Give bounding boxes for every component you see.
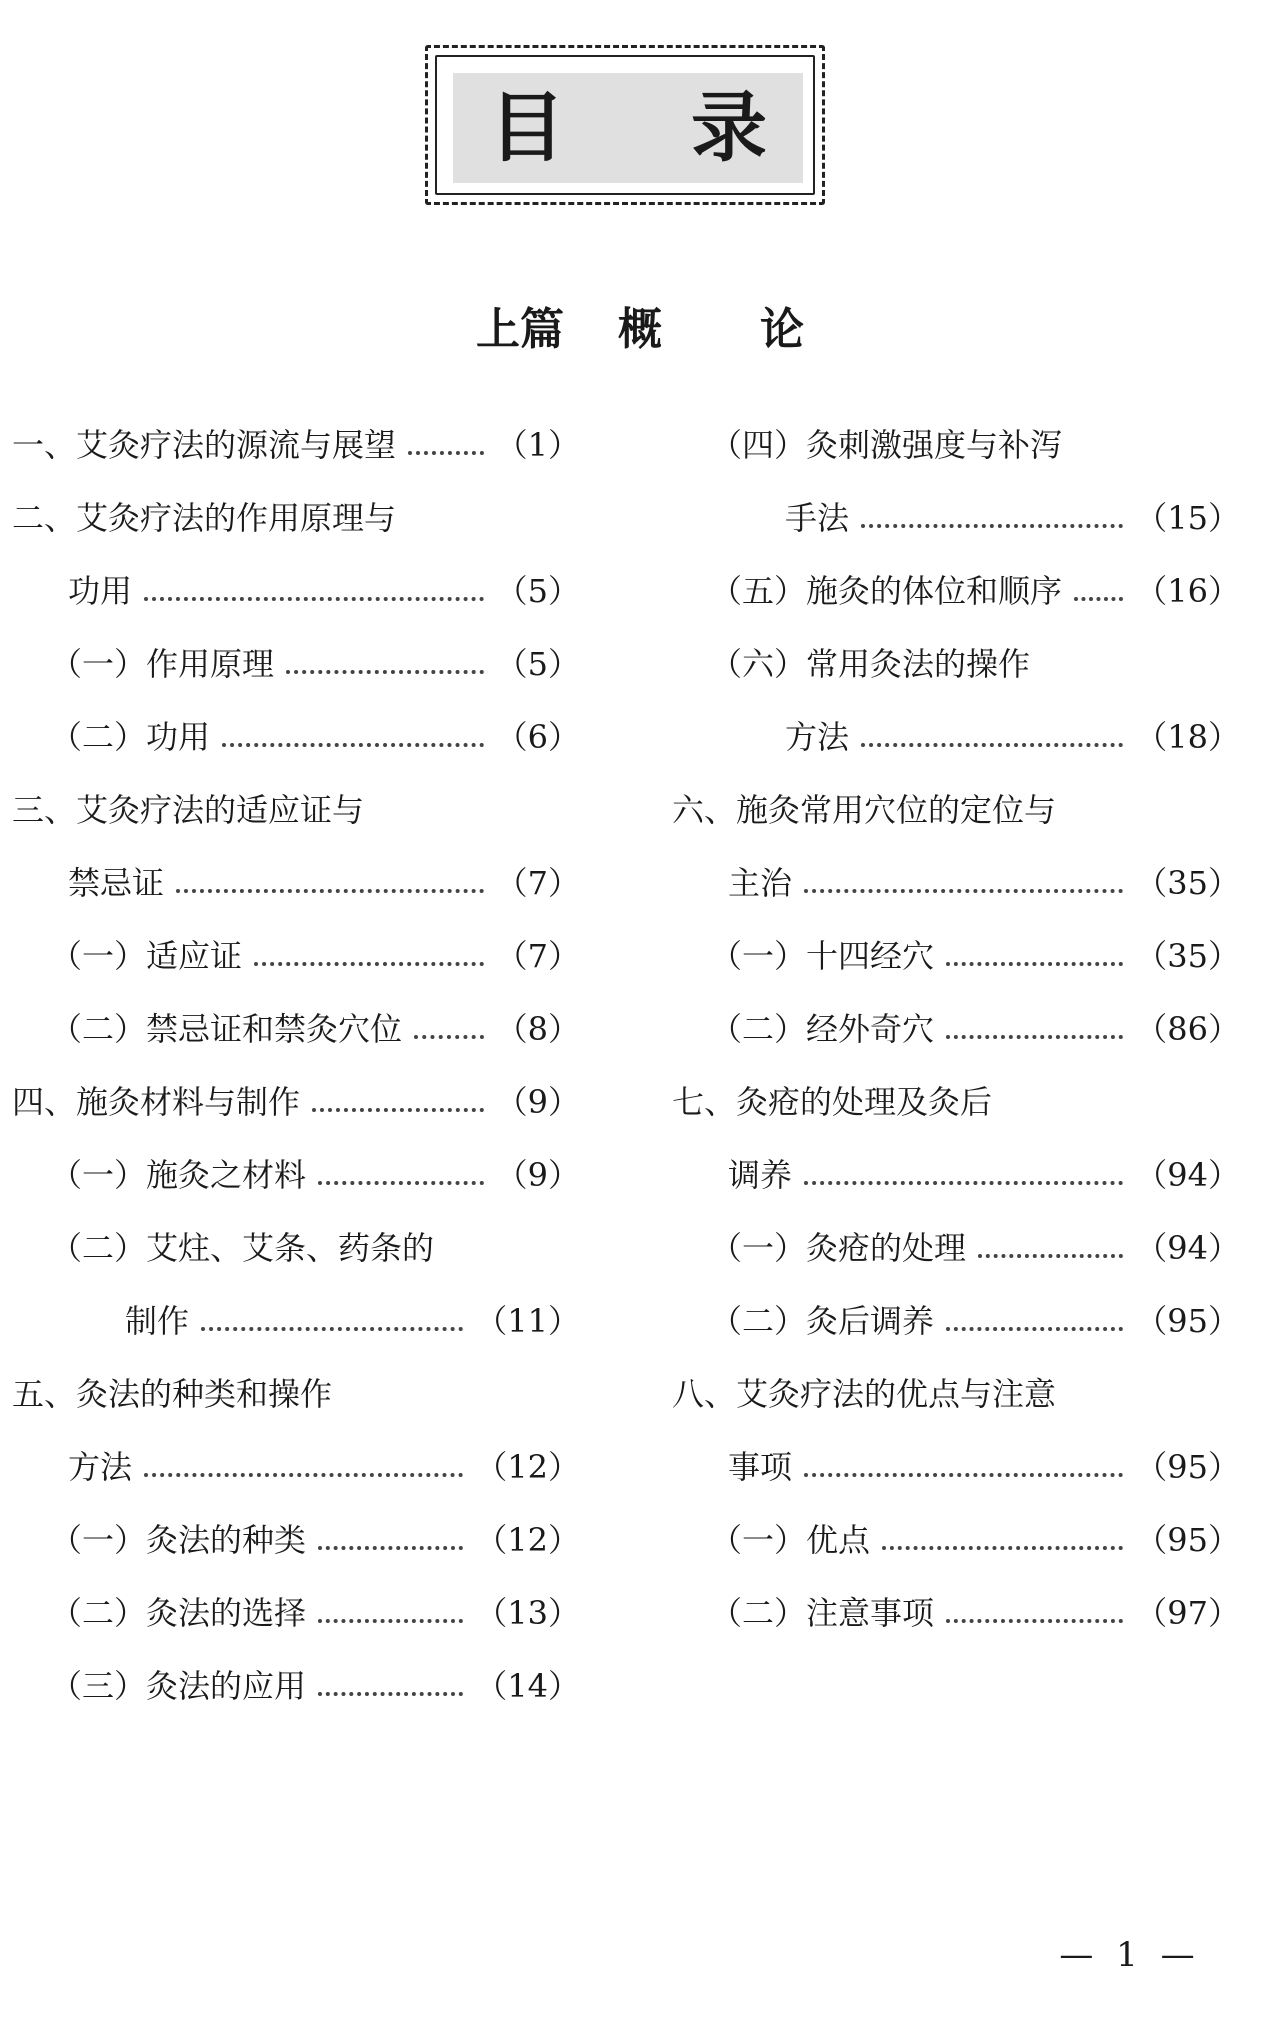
- title-frame: [425, 45, 825, 205]
- leader-dots: [312, 1108, 484, 1112]
- toc-entry-page: （12）: [475, 1448, 580, 1486]
- toc-entry-page: （35）: [1135, 864, 1240, 902]
- toc-entry-label: （二）功用: [50, 718, 211, 756]
- toc-entry-label: 禁忌证: [68, 864, 165, 902]
- toc-entry-page: （7）: [495, 937, 580, 975]
- leader-dots: [1074, 597, 1123, 601]
- toc-entry-page: （9）: [495, 1083, 580, 1121]
- leader-dots: [978, 1254, 1123, 1258]
- toc-entry-label: 六、施灸常用穴位的定位与: [672, 791, 1057, 829]
- toc-entry-label: （一）十四经穴: [710, 937, 935, 975]
- toc-entry-label: 事项: [728, 1448, 793, 1486]
- title-char-2: 录: [691, 83, 767, 172]
- leader-dots: [144, 1473, 463, 1477]
- section-title-char-1: 概: [618, 304, 662, 355]
- toc-entry-page: （16）: [1135, 572, 1240, 610]
- toc-entry-label: （四）灸刺激强度与补泻: [710, 426, 1063, 464]
- toc-entry[interactable]: [710, 566, 1240, 616]
- leader-dots: [946, 1619, 1123, 1623]
- toc-entry[interactable]: [785, 712, 1240, 762]
- toc-entry-page: （95）: [1135, 1448, 1240, 1486]
- toc-entry[interactable]: [50, 1223, 580, 1273]
- leader-dots: [318, 1181, 484, 1185]
- toc-entry-label: （一）作用原理: [50, 645, 275, 683]
- toc-entry[interactable]: [710, 1223, 1240, 1273]
- toc-entry-page: （95）: [1135, 1521, 1240, 1559]
- toc-entry-page: （94）: [1135, 1156, 1240, 1194]
- toc-entry-label: 调养: [728, 1156, 793, 1194]
- toc-entry-label: 方法: [68, 1448, 133, 1486]
- leader-dots: [861, 743, 1123, 747]
- title-box: [453, 73, 803, 183]
- toc-entry[interactable]: [68, 858, 580, 908]
- toc-entry-label: （二）禁忌证和禁灸穴位: [50, 1010, 403, 1048]
- toc-entry-page: （13）: [475, 1594, 580, 1632]
- toc-entry[interactable]: [672, 1369, 1240, 1419]
- leader-dots: [414, 1035, 484, 1039]
- toc-entry[interactable]: [672, 785, 1240, 835]
- toc-entry-page: （14）: [475, 1667, 580, 1705]
- leader-dots: [222, 743, 484, 747]
- leader-dots: [861, 524, 1123, 528]
- page-number: — 1 —: [1059, 1935, 1201, 1975]
- toc-entry-page: （11）: [475, 1302, 580, 1340]
- toc-entry[interactable]: [710, 1004, 1240, 1054]
- toc-entry-label: （一）施灸之材料: [50, 1156, 307, 1194]
- toc-entry[interactable]: [12, 1369, 580, 1419]
- leader-dots: [318, 1619, 463, 1623]
- toc-entry[interactable]: [12, 1077, 580, 1127]
- toc-entry-page: （5）: [495, 645, 580, 683]
- section-part-label: 上篇: [476, 304, 564, 355]
- toc-entry-label: 方法: [785, 718, 850, 756]
- toc-entry-label: （六）常用灸法的操作: [710, 645, 1031, 683]
- toc-entry[interactable]: [12, 493, 580, 543]
- toc-entry[interactable]: [68, 566, 580, 616]
- toc-entry-page: （35）: [1135, 937, 1240, 975]
- toc-entry-label: 二、艾灸疗法的作用原理与: [12, 499, 397, 537]
- toc-entry-page: （9）: [495, 1156, 580, 1194]
- toc-entry[interactable]: [728, 858, 1240, 908]
- toc-entry[interactable]: [50, 1661, 580, 1711]
- toc-entry-page: （15）: [1135, 499, 1240, 537]
- toc-entry[interactable]: [710, 1515, 1240, 1565]
- toc-entry[interactable]: [50, 712, 580, 762]
- toc-entry-label: （二）注意事项: [710, 1594, 935, 1632]
- toc-entry-label: （二）艾炷、艾条、药条的: [50, 1229, 435, 1267]
- toc-entry[interactable]: [50, 1004, 580, 1054]
- toc-entry[interactable]: [785, 493, 1240, 543]
- toc-entry-label: 主治: [728, 864, 793, 902]
- toc-entry[interactable]: [12, 420, 580, 470]
- toc-entry-label: （一）优点: [710, 1521, 871, 1559]
- toc-entry-page: （7）: [495, 864, 580, 902]
- toc-entry[interactable]: [710, 1296, 1240, 1346]
- toc-entry-page: （86）: [1135, 1010, 1240, 1048]
- toc-entry-label: 功用: [68, 572, 133, 610]
- toc-entry[interactable]: [710, 931, 1240, 981]
- leader-dots: [804, 1473, 1123, 1477]
- toc-entry-label: 制作: [125, 1302, 190, 1340]
- leader-dots: [286, 670, 484, 674]
- toc-entry-page: （95）: [1135, 1302, 1240, 1340]
- leader-dots: [408, 451, 484, 455]
- toc-entry[interactable]: [50, 1150, 580, 1200]
- toc-entry[interactable]: [50, 931, 580, 981]
- leader-dots: [318, 1546, 463, 1550]
- toc-entry-label: （一）灸法的种类: [50, 1521, 307, 1559]
- toc-entry[interactable]: [728, 1442, 1240, 1492]
- toc-entry-label: （二）经外奇穴: [710, 1010, 935, 1048]
- toc-entry-page: （94）: [1135, 1229, 1240, 1267]
- leader-dots: [804, 889, 1123, 893]
- section-heading: [0, 300, 1280, 360]
- toc-entry-label: （五）施灸的体位和顺序: [710, 572, 1063, 610]
- toc-entry[interactable]: [50, 639, 580, 689]
- toc-entry-label: （二）灸后调养: [710, 1302, 935, 1340]
- toc-entry-page: （1）: [495, 426, 580, 464]
- toc-entry-page: （8）: [495, 1010, 580, 1048]
- toc-entry-page: （6）: [495, 718, 580, 756]
- toc-entry-label: （一）适应证: [50, 937, 243, 975]
- leader-dots: [946, 1327, 1123, 1331]
- toc-entry[interactable]: [50, 1515, 580, 1565]
- toc-entry-page: （12）: [475, 1521, 580, 1559]
- toc-entry-label: 四、施灸材料与制作: [12, 1083, 301, 1121]
- leader-dots: [318, 1692, 463, 1696]
- toc-entry[interactable]: [672, 1077, 1240, 1127]
- toc-entry-page: （5）: [495, 572, 580, 610]
- toc-entry-label: （三）灸法的应用: [50, 1667, 307, 1705]
- leader-dots: [254, 962, 484, 966]
- leader-dots: [946, 962, 1123, 966]
- section-title-char-2: 论: [760, 304, 804, 355]
- leader-dots: [144, 597, 484, 601]
- toc-entry-page: （97）: [1135, 1594, 1240, 1632]
- leader-dots: [882, 1546, 1123, 1550]
- toc-entry[interactable]: [12, 785, 580, 835]
- toc-entry-label: 八、艾灸疗法的优点与注意: [672, 1375, 1057, 1413]
- toc-entry[interactable]: [68, 1442, 580, 1492]
- leader-dots: [201, 1327, 463, 1331]
- leader-dots: [804, 1181, 1123, 1185]
- toc-entry[interactable]: [50, 1588, 580, 1638]
- toc-entry-label: （一）灸疮的处理: [710, 1229, 967, 1267]
- toc-entry[interactable]: [728, 1150, 1240, 1200]
- toc-entry-label: 七、灸疮的处理及灸后: [672, 1083, 993, 1121]
- toc-entry-label: 一、艾灸疗法的源流与展望: [12, 426, 397, 464]
- toc-entry-label: （二）灸法的选择: [50, 1594, 307, 1632]
- toc-entry-page: （18）: [1135, 718, 1240, 756]
- toc-entry-label: 五、灸法的种类和操作: [12, 1375, 333, 1413]
- toc-entry-label: 三、艾灸疗法的适应证与: [12, 791, 365, 829]
- toc-entry[interactable]: [710, 420, 1240, 470]
- toc-entry[interactable]: [710, 639, 1240, 689]
- leader-dots: [946, 1035, 1123, 1039]
- title-char-1: 目: [489, 83, 565, 172]
- leader-dots: [176, 889, 484, 893]
- toc-entry[interactable]: [710, 1588, 1240, 1638]
- toc-entry[interactable]: [125, 1296, 580, 1346]
- toc-entry-label: 手法: [785, 499, 850, 537]
